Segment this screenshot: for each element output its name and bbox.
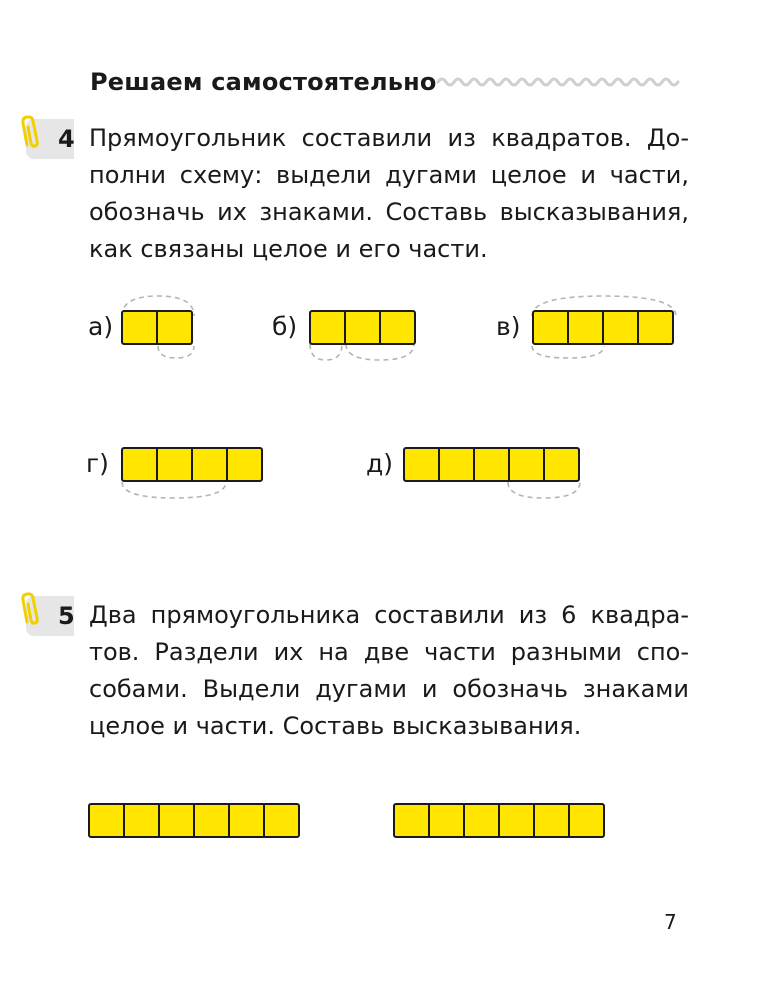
figure-e-arcs xyxy=(400,478,586,508)
square-cell xyxy=(121,447,158,482)
paperclip-icon xyxy=(18,592,44,632)
square-cell xyxy=(403,447,440,482)
task-4-marker xyxy=(18,115,74,161)
square-cell xyxy=(228,803,265,838)
figure-a-rectangle xyxy=(121,310,193,344)
figure-e-rectangle xyxy=(403,447,580,481)
square-cell xyxy=(191,447,228,482)
figure-c-rectangle xyxy=(532,310,674,344)
square-cell xyxy=(379,310,416,345)
square-cell xyxy=(568,803,605,838)
square-cell xyxy=(309,310,346,345)
square-cell xyxy=(88,803,125,838)
task-4-line: Прямоугольник составили из квадратов. До- xyxy=(89,124,689,152)
task-5-marker xyxy=(18,592,74,638)
square-cell xyxy=(637,310,674,345)
square-cell xyxy=(158,803,195,838)
page-number: 7 xyxy=(664,910,677,934)
square-cell xyxy=(121,310,158,345)
square-cell xyxy=(533,803,570,838)
figure-c-label: в) xyxy=(496,312,521,341)
square-cell xyxy=(567,310,604,345)
square-cell xyxy=(263,803,300,838)
square-cell xyxy=(226,447,263,482)
task-5-rectangle-2 xyxy=(393,803,605,837)
figure-d-label: г) xyxy=(86,449,109,478)
square-cell xyxy=(156,447,193,482)
square-cell xyxy=(473,447,510,482)
figure-b-rectangle xyxy=(309,310,416,344)
wavy-line-decoration xyxy=(436,74,682,90)
square-cell xyxy=(428,803,465,838)
task-4-line: обозначь их знаками. Составь высказывания, xyxy=(89,198,689,226)
square-cell xyxy=(438,447,475,482)
figure-b-label: б) xyxy=(272,312,298,341)
square-cell xyxy=(602,310,639,345)
task-5-line: Два прямоугольника составили из 6 квадра- xyxy=(89,601,689,629)
figure-a-label: а) xyxy=(88,312,114,341)
section-heading: Решаем самостоятельно xyxy=(90,68,437,96)
square-cell xyxy=(123,803,160,838)
square-cell xyxy=(463,803,500,838)
task-4-number: 4 xyxy=(58,125,75,153)
square-cell xyxy=(543,447,580,482)
task-5-line: целое и части. Составь высказывания. xyxy=(89,712,582,740)
task-5-number: 5 xyxy=(58,602,75,630)
square-cell xyxy=(498,803,535,838)
paperclip-icon xyxy=(18,115,44,155)
square-cell xyxy=(508,447,545,482)
figure-e-label: д) xyxy=(366,449,394,478)
square-cell xyxy=(193,803,230,838)
task-4-line: полни схему: выдели дугами целое и части, xyxy=(89,161,689,189)
square-cell xyxy=(393,803,430,838)
square-cell xyxy=(532,310,569,345)
task-5-rectangle-1 xyxy=(88,803,300,837)
square-cell xyxy=(344,310,381,345)
task-4-line: как связаны целое и его части. xyxy=(89,235,488,263)
square-cell xyxy=(156,310,193,345)
task-5-line: тов. Раздели их на две части разными спо- xyxy=(89,638,689,666)
figure-d-arcs xyxy=(118,478,268,508)
task-4-text xyxy=(89,120,689,268)
task-5-text xyxy=(89,597,689,745)
task-5-line: собами. Выдели дугами и обозначь знаками xyxy=(89,675,689,703)
figure-d-rectangle xyxy=(121,447,263,481)
